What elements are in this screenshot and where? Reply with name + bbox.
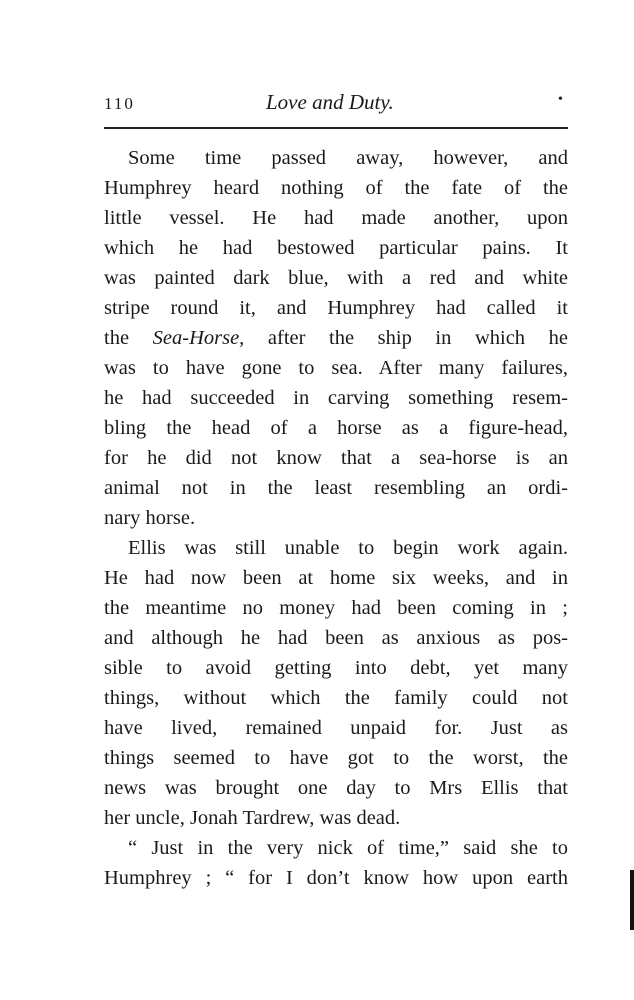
text-line (104, 323, 568, 353)
text-line: things, without which the family could not (104, 687, 568, 709)
header-rule (104, 127, 568, 129)
text-line: nary horse. (104, 507, 196, 529)
page-edge-mark (630, 870, 634, 930)
text-line: “ Just in the very nick of time,” said she to (128, 837, 568, 859)
running-title: Love and Duty. (266, 90, 394, 114)
page-number: 110 (104, 94, 135, 113)
text-line: Humphrey heard nothing of the fate of the (104, 177, 568, 199)
paragraph-3 (104, 833, 568, 893)
text-line: little vessel. He had made another, upon (104, 207, 568, 229)
page-header (104, 88, 568, 120)
body-text (104, 143, 568, 893)
text-line: things seemed to have got to the worst, the (104, 747, 568, 769)
text-line: which he had bestowed particular pains. It (104, 237, 568, 259)
text-line: he had succeeded in carving something resem- (104, 387, 568, 409)
text-line: Some time passed away, however, and (128, 147, 568, 169)
text-line: Ellis was still unable to begin work again. (128, 537, 568, 559)
text-line: have lived, remained unpaid for. Just as (104, 717, 568, 739)
text-line: and although he had been as anxious as pos- (104, 627, 568, 649)
text-line: the meantime no money had been coming in ; (104, 597, 568, 619)
header-mark: • (558, 92, 563, 107)
text-line: news was brought one day to Mrs Ellis that (104, 777, 568, 799)
text-line: stripe round it, and Humphrey had called it (104, 297, 568, 319)
text-line: animal not in the least resembling an ordi- (104, 477, 568, 499)
paragraph-2 (104, 533, 568, 833)
ship-name: Sea-Horse, (152, 327, 245, 349)
text-line: was to have gone to sea. After many failures, (104, 357, 568, 379)
text-segment: the (104, 327, 153, 349)
text-line: sible to avoid getting into debt, yet many (104, 657, 568, 679)
text-line: Humphrey ; “ for I don’t know how upon earth (104, 867, 568, 889)
text-line: her uncle, Jonah Tardrew, was dead. (104, 807, 401, 829)
text-line: was painted dark blue, with a red and white (104, 267, 568, 289)
text-line: for he did not know that a sea-horse is an (104, 447, 568, 469)
text-line: He had now been at home six weeks, and in (104, 567, 568, 589)
paragraph-1 (104, 143, 568, 533)
text-segment: after the ship in which he (244, 327, 568, 349)
text-line: bling the head of a horse as a figure-head, (104, 417, 568, 439)
